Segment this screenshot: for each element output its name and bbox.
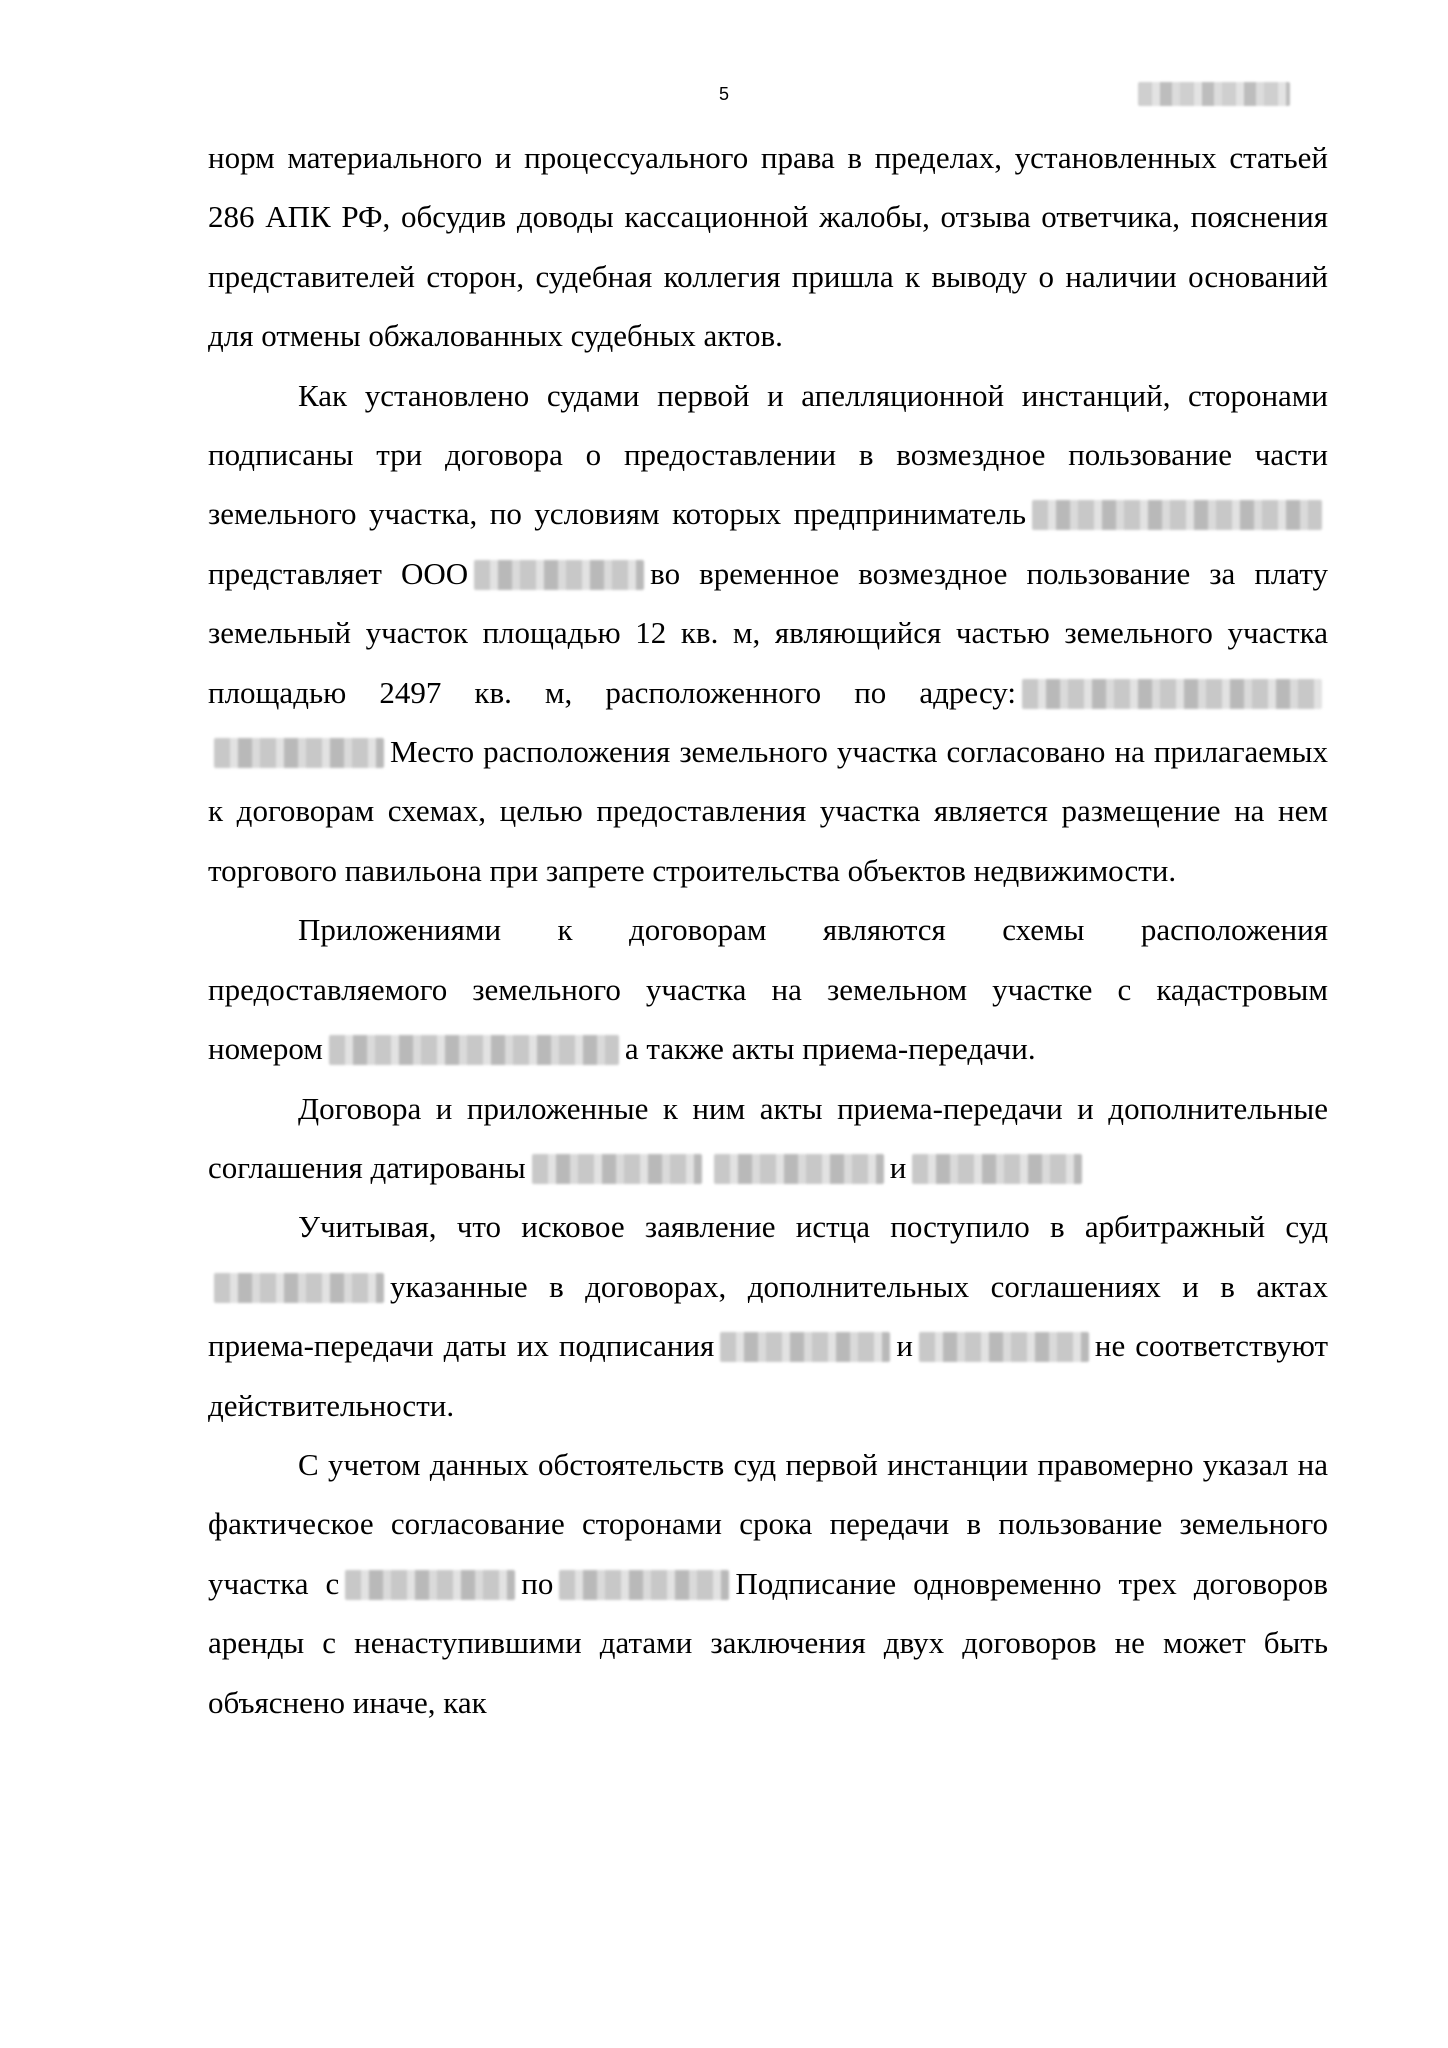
paragraph-text: и bbox=[896, 1328, 913, 1364]
paragraph-text: С учетом данных обстоятельств суд первой инстанции правомерно указал на фактическое согласование сторонами срока передачи в пользование земельного участка с bbox=[208, 1446, 1328, 1601]
redacted-date bbox=[919, 1332, 1089, 1362]
paragraph-text: и bbox=[889, 1149, 907, 1185]
paragraph-text: а также акты приема-передачи. bbox=[624, 1031, 1036, 1067]
paragraph-text: Подписание одновременно трех договоров аренды с ненаступившими датами заключения двух договоров не может быть объяснено иначе, как bbox=[208, 1565, 1328, 1720]
paragraph bbox=[208, 1079, 1328, 1198]
redacted-date bbox=[720, 1332, 890, 1362]
paragraph-text: указанные в договорах, дополнительных соглашениях и в актах приема-передачи даты их подписания bbox=[208, 1268, 1328, 1364]
page-number: 5 bbox=[718, 84, 729, 104]
redacted-date bbox=[214, 1273, 384, 1303]
redacted-date bbox=[345, 1570, 515, 1600]
paragraph-text: Как установлено судами первой и апелляционной инстанций, сторонами подписаны три договора о предоставлении в возмездное пользование части земельного участка, по условиям которых предприниматель bbox=[208, 377, 1328, 532]
paragraph bbox=[208, 1197, 1328, 1435]
paragraph-text: представляет ООО bbox=[208, 555, 469, 591]
paragraph bbox=[208, 900, 1328, 1078]
redacted-header-mark bbox=[1138, 82, 1290, 106]
redacted-address bbox=[1022, 679, 1322, 709]
redacted-cadastral-number bbox=[329, 1035, 619, 1065]
paragraph-text: не соответствуют действительности. bbox=[208, 1328, 1328, 1423]
redacted-date bbox=[912, 1154, 1082, 1184]
paragraph-text: Учитывая, что исковое заявление истца поступило в арбитражный суд bbox=[298, 1209, 1328, 1245]
paragraph: норм материального и процессуального права в пределах, установленных статьей 286 АПК РФ, обсудив доводы кассационной жалобы, отзыва ответчика, пояснения представителей сторон, судебная коллегия пришла к выводу о наличии оснований для отмены обжалованных судебных актов. bbox=[208, 140, 1328, 354]
paragraph-text: Приложениями к договорам являются схемы расположения предоставляемого земельного участка на земельном участке с кадастровым номером bbox=[208, 912, 1328, 1067]
document-body bbox=[208, 128, 1328, 1732]
redacted-company-name bbox=[474, 560, 644, 590]
redacted-date bbox=[532, 1154, 702, 1184]
paragraph bbox=[208, 1435, 1328, 1732]
redacted-date bbox=[559, 1570, 729, 1600]
paragraph bbox=[208, 366, 1328, 901]
redacted-date bbox=[714, 1154, 884, 1184]
paragraph-text: Место расположения земельного участка согласовано на прилагаемых к договорам схемах, целью предоставления участка является размещение на нем торгового павильона при запрете строительства объектов недвижимости. bbox=[208, 734, 1328, 888]
paragraph-text: во временное возмездное пользование за плату земельный участок площадью 12 кв. м, являющийся частью земельного участка площадью 2497 кв. м, расположенного по адресу: bbox=[208, 555, 1328, 710]
paragraph-text: Договора и приложенные к ним акты приема-передачи и дополнительные соглашения датированы bbox=[208, 1090, 1328, 1185]
redacted-address bbox=[214, 738, 384, 768]
redacted-name bbox=[1032, 500, 1322, 530]
paragraph-text: по bbox=[521, 1565, 554, 1601]
